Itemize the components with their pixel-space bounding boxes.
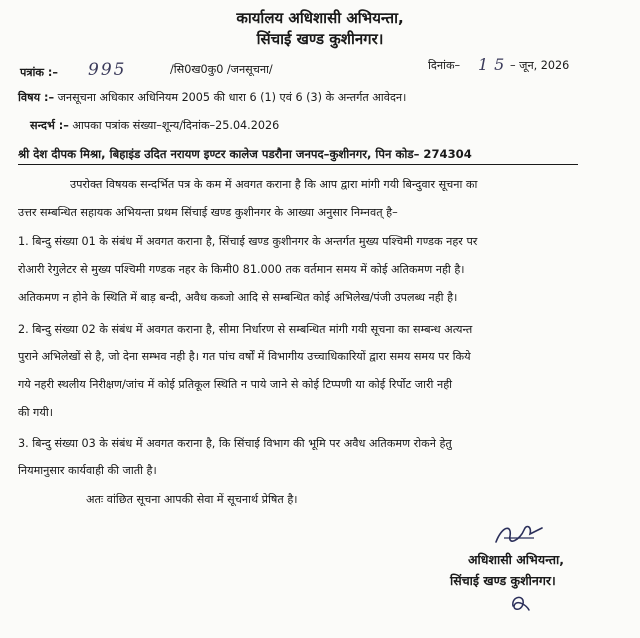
date-rest: – जून, 2026 [510,59,570,72]
signatory-designation: अधिशासी अभियन्ता, [468,552,565,567]
signature-scribble [490,520,550,550]
division-heading: सिंचाई खण्ड कुशीनगर। [256,30,384,48]
ref-number-handwritten: 995 [88,60,127,80]
point-3-line-2: नियमानुसार कार्यवाही की जाती है। [18,464,157,477]
addressee-underline [18,164,578,165]
signatory-division: सिंचाई खण्ड कुशीनगर। [450,573,556,588]
reference-text: आपका पत्रांक संख्या–शून्य/दिनांक–25.04.2026 [72,119,280,132]
point-2-line-3: गये नहरी स्थलीय निरीक्षण/जांच में कोई प्रतिकूल स्थिति न पाये जाने से कोई टिप्पणी या कोई रिर्पोट जारी नही [18,378,453,391]
point-2-line-1: 2. बिन्दु संख्या 02 के संबंध में अवगत कराना है, सीमा निर्धारण से सम्बन्धित मांगी गयी सूचना का सम्बन्ध अत्यन्त [18,323,473,336]
point-2-line-2: पुराने अभिलेखों से है, जो देना सम्भव नही है। गत पांच वर्षों में विभागीय उच्चाधिकारियों द्वारा समय समय पर किये [18,350,471,363]
addressee: श्री देश दीपक मिश्रा, बिहाइंड उदित नरायण इण्टर कालेज पडरौना जनपद–कुशीनगर, पिन कोड– 274304 [18,147,472,161]
intro-line-1: उपरोक्त विषयक सन्दर्भित पत्र के कम में अवगत कराना है कि आप द्वारा मांगी गयी बिन्दुवार सूचना का [70,178,478,191]
office-heading: कार्यालय अधिशासी अभियन्ता, [236,9,404,27]
point-1-line-2: रोआरी रेगुलेटर से मुख्य पश्चिमी गण्डक नहर के किमी0 81.000 तक वर्तमान समय में कोई अतिकमण नही है। [18,263,465,276]
intro-line-2: उत्तर सम्बन्धित सहायक अभियन्ता प्रथम सिंचाई खण्ड कुशीनगर के आख्या अनुसार निम्नवत् है– [18,206,398,219]
subject-text: जनसूचना अधिकार अधिनियम 2005 की धारा 6 (1) एवं 6 (3) के अन्तर्गत आवेदन। [57,91,407,104]
ref-code: /सि0ख0कु0 /जनसूचना/ [170,63,273,76]
subject-label: विषय :– [18,91,55,104]
ref-label: पत्रांक :– [20,66,58,79]
closing-line: अतः वांछित सूचना आपकी सेवा में सूचनार्थ प्रेषित है। [86,493,298,506]
point-1-line-1: 1. बिन्दु संख्या 01 के संबंध में अवगत कराना है, सिंचाई खण्ड कुशीनगर के अन्तर्गत मुख्य पश्चिमी गण्डक नहर पर [18,235,478,248]
point-2-line-4: की गयी। [18,406,53,419]
reference-line [30,119,279,133]
point-1-line-3: अतिकमण न होने के स्थिति में बाड़ बन्दी, अवैध कब्जो आदि से सम्बन्धित कोई अभिलेख/पंजी उपलब्ध नही है। [18,291,458,304]
reference-label: सन्दर्भ :– [30,119,69,132]
subject-line [18,91,406,105]
date-label: दिनांक– [428,59,461,72]
date-day-handwritten: 15 [478,55,511,74]
initials-scribble [507,592,531,614]
point-3-line-1: 3. बिन्दु संख्या 03 के संबंध में अवगत कराना है, कि सिंचाई विभाग की भूमि पर अवैध अतिकमण रोकने हेतु [18,437,452,450]
